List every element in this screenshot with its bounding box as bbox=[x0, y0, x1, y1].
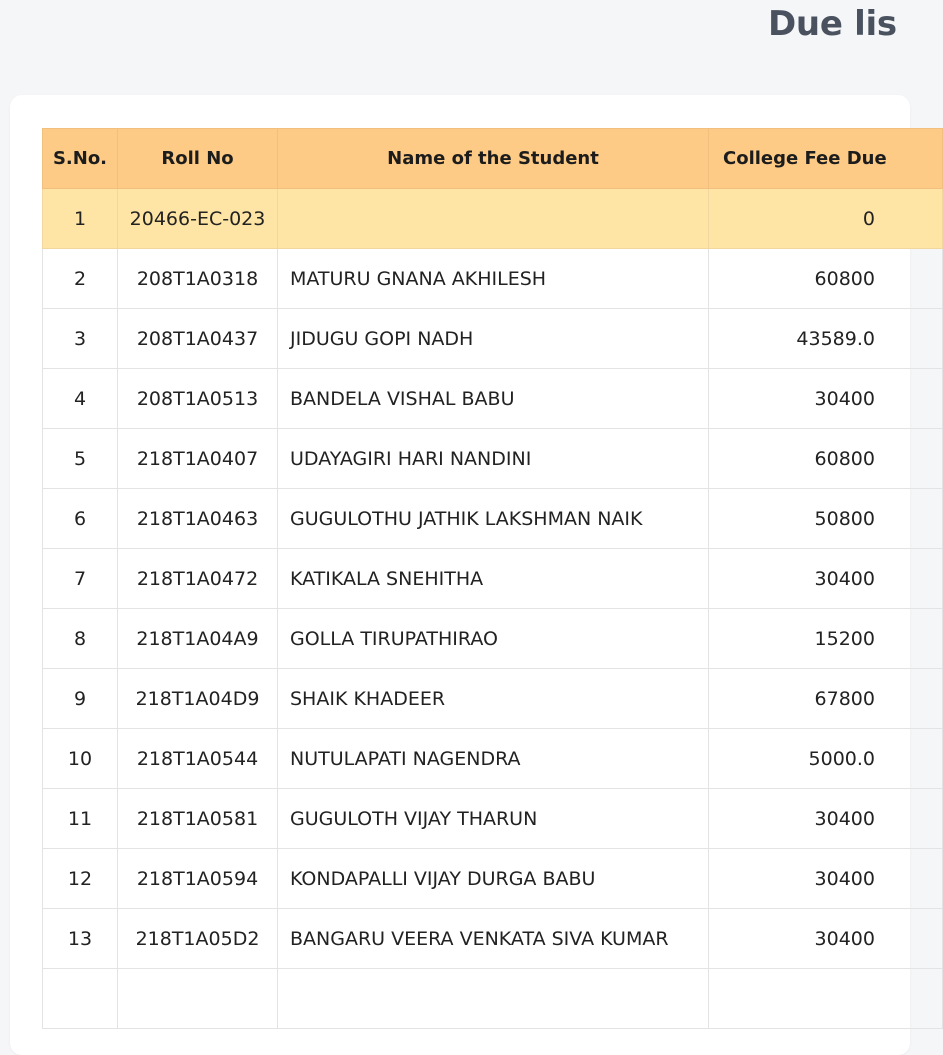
table-header-row bbox=[43, 129, 943, 189]
fee-value: 60800 bbox=[814, 447, 875, 470]
cell-sno bbox=[43, 969, 118, 1029]
cell-sno: 13 bbox=[43, 909, 118, 969]
cell-roll-no: 208T1A0318 bbox=[118, 249, 278, 309]
cell-student-name: MATURU GNANA AKHILESH bbox=[278, 249, 709, 309]
cell-college-fee-due bbox=[709, 849, 943, 909]
cell-sno: 3 bbox=[43, 309, 118, 369]
cell-roll-no bbox=[118, 969, 278, 1029]
cell-student-name bbox=[278, 189, 709, 249]
fee-value: 15200 bbox=[814, 627, 875, 650]
cell-sno: 6 bbox=[43, 489, 118, 549]
fee-value: 30400 bbox=[814, 567, 875, 590]
cell-student-name: SHAIK KHADEER bbox=[278, 669, 709, 729]
fee-value: 30400 bbox=[814, 387, 875, 410]
cell-sno: 5 bbox=[43, 429, 118, 489]
column-header-college-fee-due: College Fee Due bbox=[709, 129, 943, 189]
fee-value: 50800 bbox=[814, 507, 875, 530]
cell-student-name: BANDELA VISHAL BABU bbox=[278, 369, 709, 429]
cell-roll-no: 218T1A0472 bbox=[118, 549, 278, 609]
cell-college-fee-due bbox=[709, 429, 943, 489]
cell-student-name: BANGARU VEERA VENKATA SIVA KUMAR bbox=[278, 909, 709, 969]
cell-student-name: JIDUGU GOPI NADH bbox=[278, 309, 709, 369]
table-row bbox=[43, 549, 943, 609]
table-row bbox=[43, 669, 943, 729]
table-header bbox=[43, 129, 943, 189]
cell-roll-no: 218T1A0581 bbox=[118, 789, 278, 849]
cell-sno: 7 bbox=[43, 549, 118, 609]
cell-college-fee-due bbox=[709, 789, 943, 849]
table-row bbox=[43, 729, 943, 789]
cell-roll-no: 218T1A0594 bbox=[118, 849, 278, 909]
cell-roll-no: 218T1A0463 bbox=[118, 489, 278, 549]
table-row bbox=[43, 609, 943, 669]
cell-sno: 9 bbox=[43, 669, 118, 729]
cell-college-fee-due bbox=[709, 549, 943, 609]
cell-college-fee-due bbox=[709, 309, 943, 369]
cell-sno: 10 bbox=[43, 729, 118, 789]
cell-college-fee-due bbox=[709, 729, 943, 789]
cell-student-name: KONDAPALLI VIJAY DURGA BABU bbox=[278, 849, 709, 909]
cell-roll-no: 218T1A04D9 bbox=[118, 669, 278, 729]
fee-value: 0 bbox=[862, 207, 875, 230]
table-row bbox=[43, 189, 943, 249]
column-header-name: Name of the Student bbox=[278, 129, 709, 189]
cell-roll-no: 20466-EC-023 bbox=[118, 189, 278, 249]
cell-college-fee-due bbox=[709, 909, 943, 969]
column-header-sno: S.No. bbox=[43, 129, 118, 189]
cell-sno: 8 bbox=[43, 609, 118, 669]
table-row bbox=[43, 249, 943, 309]
cell-college-fee-due bbox=[709, 969, 943, 1029]
cell-student-name: GUGULOTHU JATHIK LAKSHMAN NAIK bbox=[278, 489, 709, 549]
cell-student-name: GUGULOTH VIJAY THARUN bbox=[278, 789, 709, 849]
cell-sno: 4 bbox=[43, 369, 118, 429]
cell-roll-no: 218T1A0544 bbox=[118, 729, 278, 789]
fee-value: 30400 bbox=[814, 867, 875, 890]
cell-student-name: NUTULAPATI NAGENDRA bbox=[278, 729, 709, 789]
table-row bbox=[43, 969, 943, 1029]
cell-roll-no: 218T1A0407 bbox=[118, 429, 278, 489]
fee-value: 43589.0 bbox=[796, 327, 875, 350]
table-row bbox=[43, 309, 943, 369]
table-row bbox=[43, 789, 943, 849]
cell-roll-no: 218T1A05D2 bbox=[118, 909, 278, 969]
table-row bbox=[43, 369, 943, 429]
cell-sno: 2 bbox=[43, 249, 118, 309]
fee-value: 30400 bbox=[814, 927, 875, 950]
cell-student-name bbox=[278, 969, 709, 1029]
fee-value: 67800 bbox=[814, 687, 875, 710]
cell-sno: 1 bbox=[43, 189, 118, 249]
table-row bbox=[43, 429, 943, 489]
page-title: Due lis bbox=[768, 4, 897, 44]
cell-college-fee-due bbox=[709, 669, 943, 729]
fee-value: 30400 bbox=[814, 807, 875, 830]
table-row bbox=[43, 909, 943, 969]
cell-college-fee-due bbox=[709, 489, 943, 549]
table-row bbox=[43, 489, 943, 549]
cell-student-name: UDAYAGIRI HARI NANDINI bbox=[278, 429, 709, 489]
cell-sno: 11 bbox=[43, 789, 118, 849]
cell-student-name: KATIKALA SNEHITHA bbox=[278, 549, 709, 609]
cell-roll-no: 208T1A0513 bbox=[118, 369, 278, 429]
column-header-roll-no: Roll No bbox=[118, 129, 278, 189]
cell-roll-no: 218T1A04A9 bbox=[118, 609, 278, 669]
due-list-table bbox=[42, 128, 943, 1029]
cell-roll-no: 208T1A0437 bbox=[118, 309, 278, 369]
due-list-table-container bbox=[42, 128, 942, 1029]
table-row bbox=[43, 849, 943, 909]
table-body bbox=[43, 189, 943, 1029]
cell-college-fee-due bbox=[709, 369, 943, 429]
cell-college-fee-due bbox=[709, 249, 943, 309]
cell-sno: 12 bbox=[43, 849, 118, 909]
cell-student-name: GOLLA TIRUPATHIRAO bbox=[278, 609, 709, 669]
fee-value: 5000.0 bbox=[808, 747, 875, 770]
fee-value: 60800 bbox=[814, 267, 875, 290]
cell-college-fee-due bbox=[709, 189, 943, 249]
cell-college-fee-due bbox=[709, 609, 943, 669]
